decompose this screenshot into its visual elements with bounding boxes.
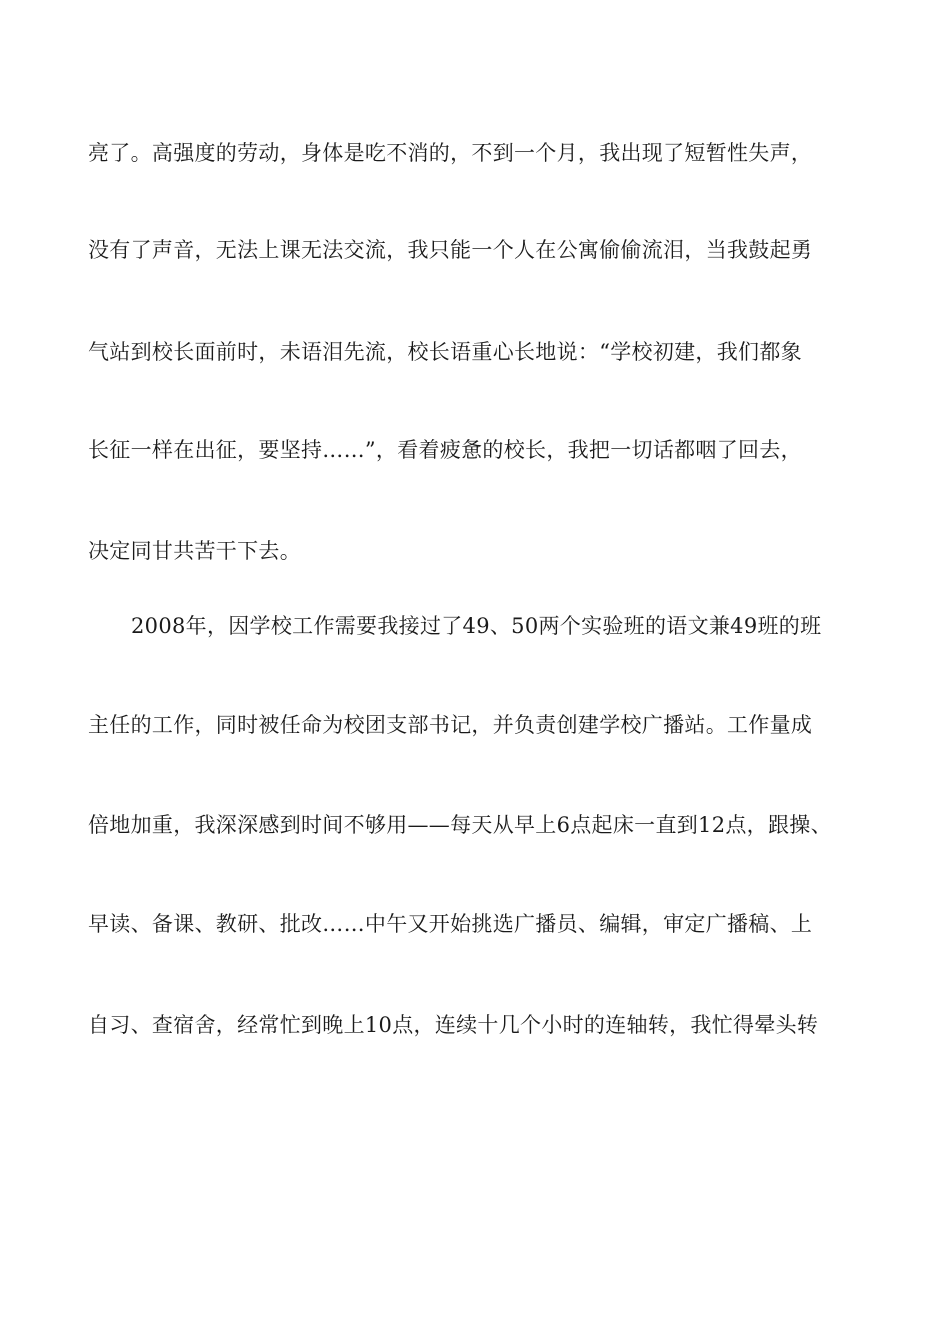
text-line-1: 亮了。高强度的劳动，身体是吃不消的，不到一个月，我出现了短暂性失声， — [88, 141, 813, 165]
text-line-10: 自习、查宿舍，经常忙到晚上10点，连续十几个小时的连轴转，我忙得晕头转 — [88, 1013, 819, 1037]
text-line-9: 早读、备课、教研、批改……中午又开始挑选广播员、编辑，审定广播稿、上 — [88, 912, 813, 936]
text-line-7: 主任的工作，同时被任命为校团支部书记，并负责创建学校广播站。工作量成 — [88, 713, 813, 737]
text-line-6: 2008年，因学校工作需要我接过了49、50两个实验班的语文兼49班的班 — [131, 614, 822, 638]
text-line-2: 没有了声音，无法上课无法交流，我只能一个人在公寓偷偷流泪，当我鼓起勇 — [88, 238, 813, 262]
text-line-3: 气站到校长面前时，未语泪先流，校长语重心长地说：“学校初建，我们都象 — [88, 340, 802, 364]
text-line-5: 决定同甘共苦干下去。 — [88, 539, 301, 563]
text-line-4: 长征一样在出征，要坚持……”，看着疲惫的校长，我把一切话都咽了回去， — [88, 438, 802, 462]
text-line-8: 倍地加重，我深深感到时间不够用——每天从早上6点起床一直到12点，跟操、 — [88, 813, 832, 837]
